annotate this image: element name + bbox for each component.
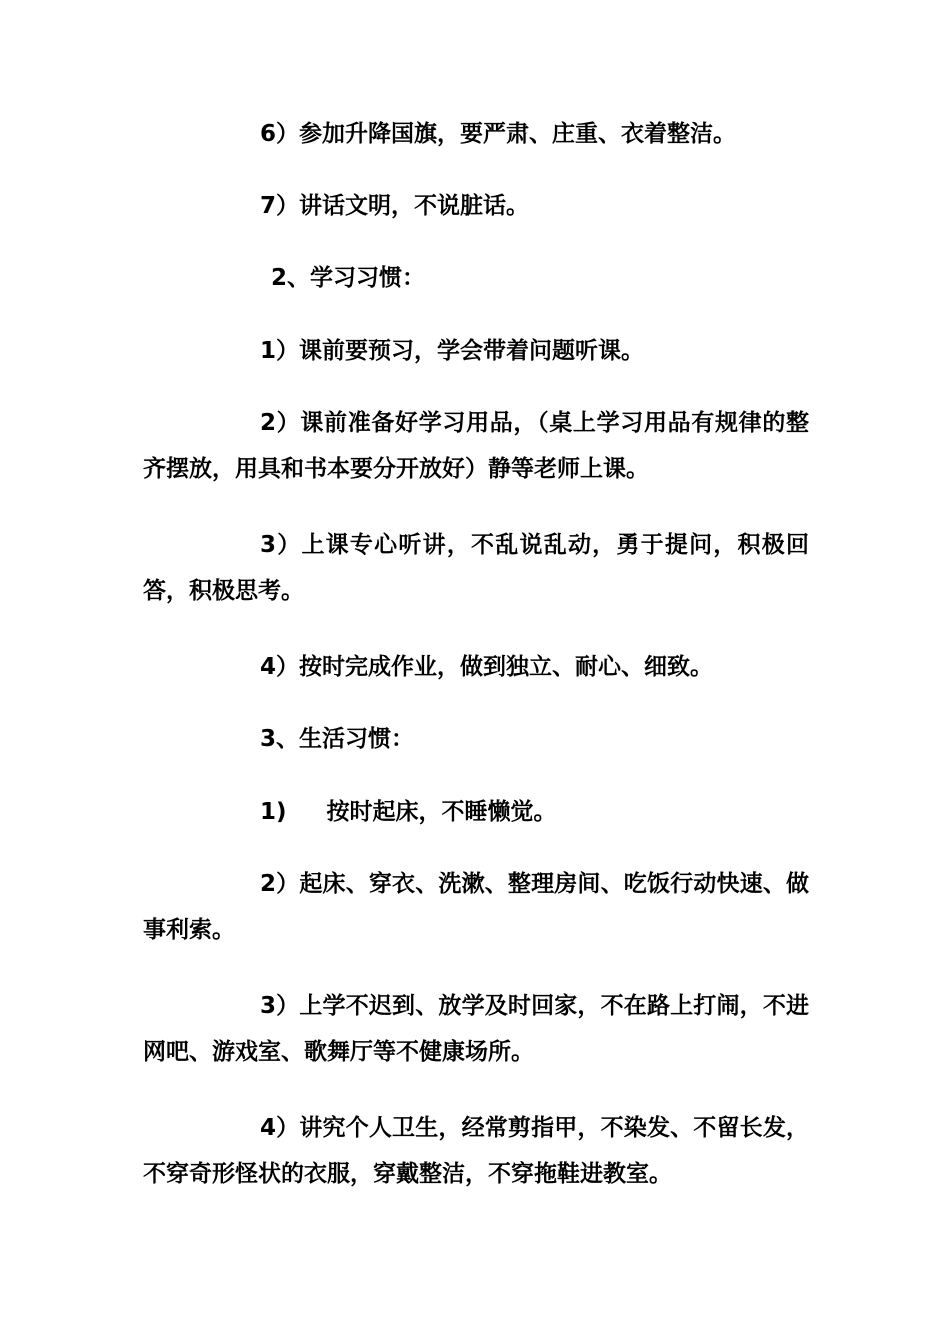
paragraph-life-3: 3）上学不迟到、放学及时回家，不在路上打闹，不进网吧、游戏室、歌舞厅等不健康场所。 bbox=[143, 993, 809, 1065]
paragraph-etiquette-6: 6）参加升降国旗，要严肃、庄重、衣着整洁。 bbox=[260, 121, 737, 147]
paragraph-study-2: 2）课前准备好学习用品，（桌上学习用品有规律的整齐摆放，用具和书本要分开放好）静等老师上课。 bbox=[143, 410, 809, 482]
section-heading-life-habits: 3、生活习惯： bbox=[260, 726, 415, 752]
paragraph-study-4: 4）按时完成作业，做到独立、耐心、细致。 bbox=[260, 654, 714, 680]
section-heading-study-habits: 2、学习习惯： bbox=[271, 265, 426, 291]
paragraph-study-3: 3）上课专心听讲，不乱说乱动，勇于提问，积极回答，积极思考。 bbox=[143, 532, 809, 604]
paragraph-etiquette-7: 7）讲话文明，不说脏话。 bbox=[260, 193, 530, 219]
paragraph-study-1: 1）课前要预习，学会带着问题听课。 bbox=[260, 338, 645, 364]
paragraph-life-4: 4）讲究个人卫生，经常剪指甲，不染发、不留长发，不穿奇形怪状的衣服，穿戴整洁，不穿拖鞋进教室。 bbox=[143, 1115, 809, 1187]
paragraph-life-1: 1) 按时起床，不睡懒觉。 bbox=[260, 799, 557, 825]
paragraph-life-2: 2）起床、穿衣、洗漱、整理房间、吃饭行动快速、做事利索。 bbox=[143, 871, 809, 943]
